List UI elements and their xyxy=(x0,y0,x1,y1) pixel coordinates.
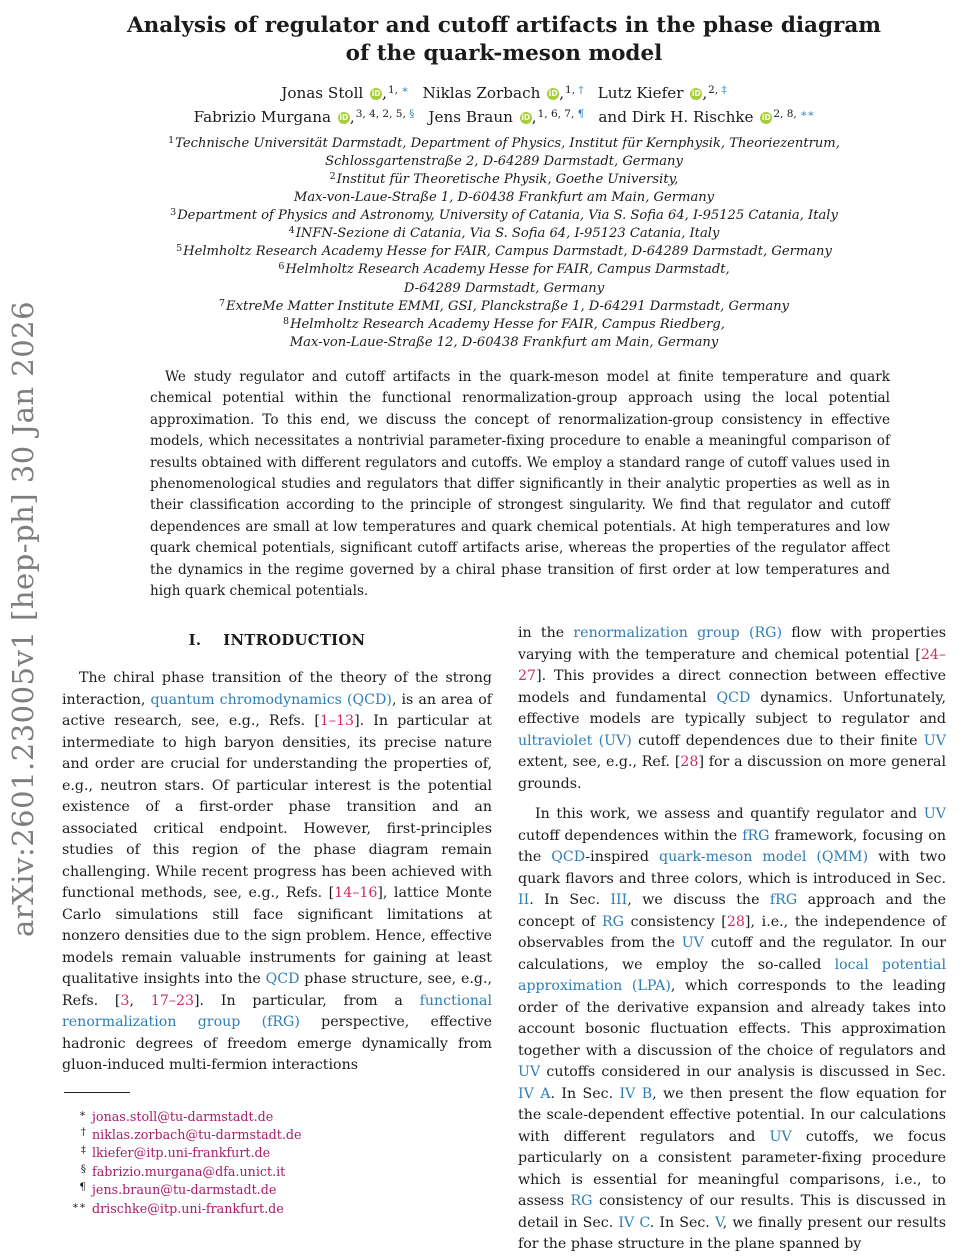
affiliation-line xyxy=(62,261,946,279)
author-comma: , xyxy=(702,83,708,102)
text-link[interactable]: UV xyxy=(923,732,946,749)
affiliation-text: D-64289 Darmstadt, Germany xyxy=(403,280,605,296)
footnote-marker: † xyxy=(80,1126,86,1139)
affiliation-text: Helmholtz Research Academy Hesse for FAIR, Campus Darmstadt, xyxy=(285,262,730,278)
footnotes-block xyxy=(62,1108,492,1218)
orcid-icon[interactable]: iD xyxy=(691,88,701,98)
author-and-label: and xyxy=(598,108,632,127)
author-superscript xyxy=(388,84,409,96)
arxiv-watermark: arXiv:2601.23005v1 [hep-ph] 30 Jan 2026 xyxy=(6,300,40,938)
text-link[interactable]: quark-meson model (QMM) xyxy=(658,849,869,866)
footnote-marker: ∗∗ xyxy=(71,1199,86,1212)
footnote xyxy=(62,1108,492,1126)
body-columns xyxy=(62,623,946,1255)
citation-ref[interactable]: 24–27 xyxy=(518,646,946,685)
author-name: Niklas Zorbach xyxy=(422,83,546,102)
affiliation-ref: 1, xyxy=(387,83,402,96)
footnote xyxy=(62,1200,492,1218)
affiliation-number: 3 xyxy=(170,207,177,218)
affiliation-number: 2 xyxy=(329,170,336,182)
footnote-marker: ‡ xyxy=(80,1144,86,1157)
footnote-symbol-link[interactable]: ‡ xyxy=(721,83,727,96)
paragraph: In this work, we assess and quantify regulator and UV cutoff dependences within the fRG framework, focusing on the QCD-inspired quark-meson model (QMM) with two quark flavors and three colors, which is introduced in Sec. II. In Sec. III, we discuss the fRG approach and the concept of RG consistency [28], i.e., the independence of observables from the UV cutoff and the regulator. In our calculations, we employ the so-called local potential approximation (LPA), which corresponds to the leading order of the derivative expansion and already takes into account bosonic fluctuation effects. This approximation together with a discussion of the choice of regulators and UV cutoffs considered in our analysis is discussed in Sec. IV A. In Sec. IV B, we then present the flow equation for the scale-dependent effective potential. In our calculations with different regulators and UV cutoffs, we focus particularly on a consistent parameter-fixing procedure which is essential for meaningful comparisons, i.e., to assess RG consistency of our results. This is discussed in detail in Sec. IV C. In Sec. V, we finally present our results for the phase structure in the plane spanned by xyxy=(518,806,947,1253)
paper-title-line-1: Analysis of regulator and cutoff artifacts in the phase diagram xyxy=(126,13,882,38)
paper-page xyxy=(62,0,946,1256)
affiliation-text: INFN-Sezione di Catania, Via S. Sofia 64, I-95123 Catania, Italy xyxy=(295,226,720,242)
text-link[interactable]: IV C xyxy=(618,1214,650,1231)
affiliation-line xyxy=(62,280,946,298)
authors-block xyxy=(62,81,946,130)
author-name: Fabrizio Murgana xyxy=(193,108,336,127)
text-link[interactable]: RG xyxy=(601,913,624,930)
author-line xyxy=(62,81,946,105)
affiliation-line xyxy=(62,171,946,189)
left-column-text xyxy=(62,668,492,1076)
affiliation-text: Department of Physics and Astronomy, University of Catania, Via S. Sofia 64, I-95125 Catania, Italy xyxy=(177,208,838,223)
text-link[interactable]: UV xyxy=(518,1064,541,1081)
affiliation-text: Institut für Theoretische Physik, Goethe University, xyxy=(336,171,679,187)
affiliation-text: Technische Universität Darmstadt, Department of Physics, Institut für Kernphysik, Theoriezentrum, xyxy=(175,135,840,151)
footnote-marker: ¶ xyxy=(79,1181,86,1194)
citation-ref[interactable]: 14–16 xyxy=(334,885,378,902)
affiliation-number: 5 xyxy=(176,243,183,255)
author-comma: , xyxy=(559,83,565,102)
footnote-symbol-link[interactable]: † xyxy=(578,83,584,96)
citation-ref[interactable]: 1–13 xyxy=(319,713,355,730)
text-link[interactable]: functional renormalization group (fRG) xyxy=(62,992,492,1031)
affiliation-number: 7 xyxy=(218,297,226,309)
footnote-email-link[interactable]: jens.braun@tu-darmstadt.de xyxy=(92,1182,277,1198)
text-link[interactable]: local potential approximation (LPA) xyxy=(518,956,947,995)
footnote-symbol-link[interactable]: ¶ xyxy=(577,108,585,121)
citation-ref[interactable]: 3 xyxy=(120,992,130,1009)
text-link[interactable]: fRG xyxy=(769,892,798,909)
footnote xyxy=(62,1144,492,1162)
affiliation-number: 8 xyxy=(283,315,290,327)
footnote xyxy=(62,1126,492,1144)
affiliation-text: Max-von-Laue-Straße 1, D-60438 Frankfurt am Main, Germany xyxy=(293,189,715,205)
footnote-symbol-link[interactable]: ∗∗ xyxy=(800,108,815,121)
left-column xyxy=(62,623,492,1218)
affiliation-ref: 1, xyxy=(565,83,579,96)
author-comma: , xyxy=(349,108,355,127)
text-link[interactable]: QCD xyxy=(265,971,300,988)
citation-ref[interactable]: 28 xyxy=(680,754,699,771)
affiliation-ref: 2, xyxy=(708,83,722,96)
author-superscript xyxy=(565,84,584,96)
affiliation-ref: 2, 8, xyxy=(773,108,801,121)
paper-title xyxy=(62,12,946,68)
author-name: Jens Braun xyxy=(428,108,518,127)
author xyxy=(598,84,727,102)
footnote-symbol-link[interactable]: § xyxy=(409,108,415,121)
orcid-icon[interactable]: iD xyxy=(548,88,558,98)
footnote-email-link[interactable]: niklas.zorbach@tu-darmstadt.de xyxy=(92,1127,302,1143)
text-link[interactable]: UV xyxy=(681,935,704,952)
affiliation-number: 6 xyxy=(278,261,285,273)
paragraph: The chiral phase transition of the theory of the strong interaction, quantum chromodynamics (QCD), is an area of active research, see, e.g., Refs. [1–13]. In particular at intermediate to high baryon densities, its precise nature and order are crucial for understanding the properties of, e.g., neutron stars. Of particular interest is the potential existence of a first-order phase transition and an associated critical endpoint. However, first-principles studies of this region of the phase diagram remain challenging. While recent progress has been achieved with functional methods, see, e.g., Refs. [14–16], lattice Monte Carlo simulations still face significant limitations at nonzero densities due to the sign problem. Hence, effective models remain valuable instruments for gaining at least qualitative insights into the QCD phase structure, see, e.g., Refs. [3, 17–23]. In particular, from a functional renormalization group (fRG) perspective, effective hadronic degrees of freedom emerge dynamically from gluon-induced multi-fermion interactions xyxy=(62,670,492,1074)
affiliation-line xyxy=(62,135,946,153)
author-superscript xyxy=(356,108,415,120)
author-name: Jonas Stoll xyxy=(281,83,369,102)
text-link[interactable]: V xyxy=(714,1214,723,1231)
footnote-marker: § xyxy=(80,1162,86,1175)
author xyxy=(281,84,408,102)
author xyxy=(428,108,584,126)
author xyxy=(598,108,814,126)
orcid-icon[interactable]: iD xyxy=(339,113,349,123)
footnote-marker: ∗ xyxy=(78,1107,86,1120)
affiliation-number: 4 xyxy=(288,225,295,237)
author-superscript xyxy=(773,108,814,120)
affiliation-text: ExtreMe Matter Institute EMMI, GSI, Planckstraße 1, D-64291 Darmstadt, Germany xyxy=(226,298,790,314)
footnote-email-link[interactable]: lkiefer@itp.uni-frankfurt.de xyxy=(92,1145,271,1161)
affiliation-text: Max-von-Laue-Straße 12, D-60438 Frankfurt am Main, Germany xyxy=(289,334,719,350)
orcid-icon[interactable]: iD xyxy=(371,88,381,98)
footnote-symbol-link[interactable]: ∗ xyxy=(401,83,409,96)
text-link[interactable]: II xyxy=(518,892,530,909)
text-link[interactable]: fRG xyxy=(742,827,770,844)
affiliation-text: Schlossgartenstraße 2, D-64289 Darmstadt, Germany xyxy=(325,153,683,169)
affiliation-number: 1 xyxy=(168,134,175,146)
author-comma: , xyxy=(382,83,387,102)
orcid-icon[interactable]: iD xyxy=(761,113,771,123)
text-link[interactable]: III xyxy=(610,892,628,909)
citation-ref[interactable]: 17–23 xyxy=(150,992,194,1009)
affiliation-line xyxy=(62,207,946,225)
author-name: Dirk H. Rischke xyxy=(631,108,759,127)
affiliation-line xyxy=(62,189,946,207)
section-number: I. xyxy=(188,632,202,650)
abstract: We study regulator and cutoff artifacts in the quark-meson model at finite temperature and quark chemical potential within the functional renormalization-group approach using the local potential approximation. To this end, we discuss the concept of renormalization-group consistency in effective models, which necessitates a nontrivial parameter-fixing procedure to enable a meaningful comparison of results obtained with different regulators and cutoffs. We employ a standard range of cutoff values used in phenomenological studies and regulators that differ significantly in their analytic properties as well as in their classification according to the principle of strongest singularity. We find that regulator and cutoff dependences are small at low temperatures and quark chemical potentials. At high temperatures and low quark chemical potentials, significant cutoff artifacts arise, whereas the properties of the regulator affect the dynamics in the regime governed by a chiral phase transition of first order at low temperatures and high quark chemical potentials. xyxy=(150,369,890,600)
text-link[interactable]: QCD xyxy=(716,689,751,706)
author-name: Lutz Kiefer xyxy=(597,83,689,102)
author-superscript xyxy=(538,108,585,120)
affiliation-text: Helmholtz Research Academy Hesse for FAIR, Campus Darmstadt, D-64289 Darmstadt, Germany xyxy=(183,244,832,260)
section-title: INTRODUCTION xyxy=(223,632,366,650)
text-link[interactable]: UV xyxy=(923,806,946,823)
author-comma: , xyxy=(531,108,537,127)
affiliation-ref: 3, 4, 2, 5, xyxy=(355,108,410,121)
right-column xyxy=(518,623,946,1255)
author-superscript xyxy=(708,84,727,96)
text-link[interactable]: IV B xyxy=(619,1085,653,1102)
text-link[interactable]: UV xyxy=(769,1128,792,1145)
text-link[interactable]: QCD xyxy=(551,849,586,866)
affiliation-line xyxy=(62,243,946,261)
footnote xyxy=(62,1163,492,1181)
footnote-email-link[interactable]: drischke@itp.uni-frankfurt.de xyxy=(92,1200,284,1216)
paragraph: in the renormalization group (RG) flow with properties varying with the temperature and chemical potential [24–27]. This provides a direct connection between effective models and fundamental QCD dynamics. Unfortunately, effective models are typically subject to regulator and ultraviolet (UV) cutoff dependences due to their finite UV extent, see, e.g., Ref. [28] for a discussion on more general grounds. xyxy=(518,625,947,792)
affiliation-line xyxy=(62,153,946,171)
text-link[interactable]: ultraviolet (UV) xyxy=(518,732,632,749)
footnote-email-link[interactable]: fabrizio.murgana@dfa.unict.it xyxy=(92,1163,286,1179)
text-link[interactable]: renormalization group (RG) xyxy=(573,625,783,642)
text-link[interactable]: RG xyxy=(570,1193,593,1210)
author xyxy=(194,108,415,126)
text-link[interactable]: IV A xyxy=(518,1085,551,1102)
author xyxy=(422,84,583,102)
footnote-rule xyxy=(64,1092,130,1093)
affiliation-line xyxy=(62,298,946,316)
affiliation-line xyxy=(62,316,946,334)
text-link[interactable]: quantum chromodynamics (QCD) xyxy=(150,691,392,708)
affiliation-line xyxy=(62,225,946,243)
affiliation-text: Helmholtz Research Academy Hesse for FAIR, Campus Riedberg, xyxy=(290,316,725,332)
affiliations-block xyxy=(62,135,946,353)
footnote-email-link[interactable]: jonas.stoll@tu-darmstadt.de xyxy=(92,1108,274,1124)
right-column-text xyxy=(518,623,946,1255)
footnote xyxy=(62,1181,492,1199)
affiliation-line xyxy=(62,334,946,352)
citation-ref[interactable]: 28 xyxy=(726,913,745,930)
section-heading xyxy=(62,632,492,649)
paper-title-line-2: of the quark-meson model xyxy=(345,40,663,66)
orcid-icon[interactable]: iD xyxy=(521,113,531,123)
author-line xyxy=(62,105,946,129)
affiliation-ref: 1, 6, 7, xyxy=(537,108,578,121)
